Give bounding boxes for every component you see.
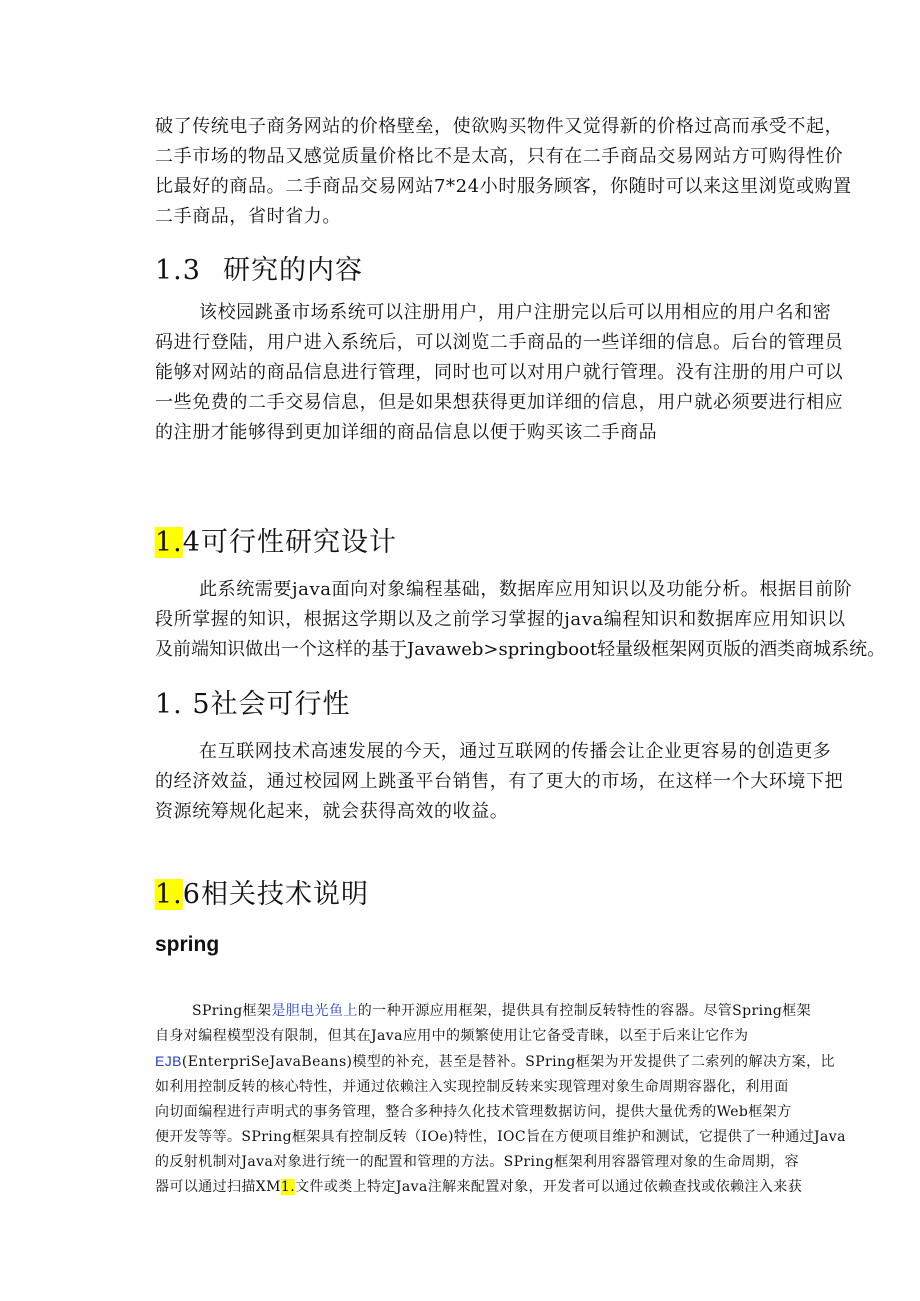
section-title: 4可行性研究设计 [182,527,397,558]
paragraph-intro-continued [155,112,852,232]
text-fragment: 文件或类上特定Java注解来配置对象，开发者可以通过依赖查找或依赖注入来获 [295,1179,803,1195]
text-line: 自身对编程模型没有限制，但其在Java应用中的频繁使用让它备受青睐，以至于后来让它作为 [155,1028,749,1044]
text-line: 比最好的商品。二手商品交易网站7*24小时服务顾客，你随时可以来这里浏览或购置 [155,176,852,197]
text-line: 在互联网技术高速发展的今天，通过互联网的传播会让企业更容易的创造更多 [199,741,832,762]
text-line: 如利用控制反转的核心特性，并通过依赖注入实现控制反转来实现管理对象生命周期容器化，利用面 [155,1079,789,1095]
text-fragment: SPring框架 [192,1003,272,1019]
text-line: 此系统需要java面向对象编程基础，数据库应用知识以及功能分析。根据目前阶 [199,579,853,600]
text-line: 便开发等等。SPring框架具有控制反转（IOe)特性，IOC旨在方便项目维护和测试，它提供了一种通过Java [155,1129,846,1145]
text-line: 二手商品，省时省力。 [155,206,341,227]
text-line: 的反射机制对Java对象进行统一的配置和管理的方法。SPring框架利用容器管理对象的生命周期，容 [155,1154,799,1170]
text-line: 二手市场的物品又感觉质量价格比不是太高，只有在二手商品交易网站方可购得性价 [155,146,844,167]
text-line: 资源统筹规化起来，就会获得高效的收益。 [155,801,509,822]
section-heading-1-4 [155,520,397,559]
paragraph-spring-description [155,999,846,1200]
text-fragment: 器可以通过扫描XM [155,1179,281,1195]
section-number: 1.3 [155,255,201,286]
section-title: 研究的内容 [222,255,363,286]
section-heading-1-3 [155,248,363,287]
paragraph-research-content [155,298,845,448]
text-line: 及前端知识做出一个这样的基于Javaweb>springboot轻量级框架网页版的酒类商城系统。 [155,639,886,660]
text-line [155,1175,835,1200]
text-line: 破了传统电子商务网站的价格壁垒，使欲购买物件又觉得新的价格过高而承受不起， [155,116,844,137]
text-line: 能够对网站的商品信息进行管理，同时也可以对用户就行管理。没有注册的用户可以 [155,362,844,383]
highlighted-number: 1. [155,879,183,910]
ejb-link[interactable]: EJB [155,1053,182,1069]
text-line: 该校园跳蚤市场系统可以注册用户，用户注册完以后可以用相应的用户名和密 [199,302,832,323]
section-title: 6相关技术说明 [182,879,369,910]
highlighted-number: 1. [155,527,183,558]
section-heading-1-5 [155,682,351,721]
text-line: 一些免费的二手交易信息，但是如果想获得更加详细的信息，用户就必须要进行相应 [155,392,844,413]
text-line [155,1049,835,1075]
paragraph-feasibility-design [155,575,886,665]
text-line: 向切面编程进行声明式的事务管理，整合多种持久化技术管理数据访问，提供大量优秀的Web框架方 [155,1104,792,1120]
text-line [155,999,835,1024]
text-line: 的经济效益，通过校园网上跳蚤平台销售，有了更大的市场，在这样一个大环境下把 [155,771,844,792]
text-fragment: (EnterpriSeJavaBeans)模型的补充，甚至是替补。SPring框架为开发提供了二索列的解决方案，比 [181,1054,835,1070]
highlighted-text: 1. [280,1179,296,1195]
text-line: 的注册才能够得到更加详细的商品信息以便于购买该二手商品 [155,422,658,443]
text-line: 段所掌握的知识，根据这学期以及之前学习掌握的java编程知识和数据库应用知识以 [155,609,846,630]
text-fragment: 的一种开源应用框架，提供具有控制反转特性的容器。尽管Spring框架 [357,1003,812,1019]
hyperlink-text[interactable]: 是胆电光鱼上 [271,1003,358,1019]
subheading-spring: spring [155,933,220,956]
section-title: 1. 5社会可行性 [155,689,351,720]
text-line: 码进行登陆，用户进入系统后，可以浏览二手商品的一些详细的信息。后台的管理员 [155,332,844,353]
paragraph-social-feasibility [155,737,845,827]
section-heading-1-6 [155,872,369,911]
